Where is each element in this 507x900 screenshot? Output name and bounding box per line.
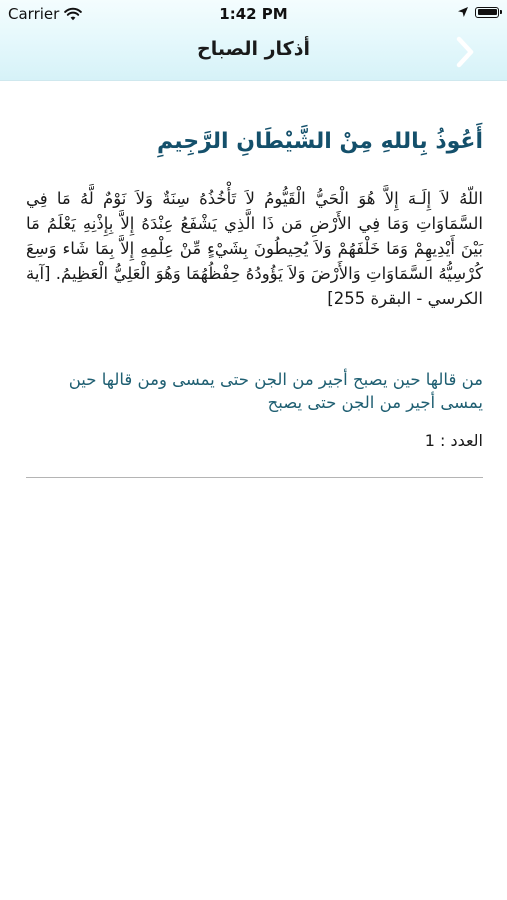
chevron-right-icon bbox=[453, 36, 477, 68]
dhikr-heading: أَعُوذُ بِاللهِ مِنْ الشَّيْطَانِ الرَّجِيمِ bbox=[156, 129, 483, 154]
status-time: 1:42 PM bbox=[219, 5, 288, 23]
back-button[interactable] bbox=[453, 36, 477, 68]
status-indicators bbox=[457, 6, 499, 18]
dhikr-text: اللّهُ لاَ إِلَـهَ إِلاَّ هُوَ الْحَيُّ الْقَيُّومُ لاَ تَأْخُذُهُ سِنَةٌ وَلاَ نَوْمٌ لَّهُ مَا فِي السَّمَاوَاتِ وَمَا فِي الأَرْضِ مَن ذَا الَّذِي يَشْفَعُ عِنْدَهُ إِلاَّ بِإِذْنِهِ يَعْلَمُ مَا بَيْنَ أَيْدِيهِمْ وَمَا خَلْفَهُمْ وَلاَ يُحِيطُونَ بِشَيْءٍ مِّنْ عِلْمِهِ إِلاَّ بِمَا شَاء وَسِعَ كُرْسِيُّهُ السَّمَاوَاتِ وَالأَرْضَ وَلاَ يَؤُودُهُ حِفْظُهُمَا وَهُوَ الْعَلِيُّ الْعَظِيمُ. [آية الكرسي - البقرة 255] bbox=[26, 189, 483, 308]
repeat-count: العدد : 1 bbox=[424, 431, 483, 450]
dhikr-virtue: من قالها حين يصبح أجير من الجن حتى يمسى ومن قالها حين يمسى أجير من الجن حتى يصبح bbox=[68, 370, 483, 412]
divider bbox=[26, 477, 483, 478]
navigation-header bbox=[0, 0, 507, 81]
location-icon bbox=[457, 6, 469, 18]
page-title: أذكار الصباح bbox=[197, 38, 310, 60]
carrier-label: Carrier bbox=[8, 5, 60, 23]
battery-icon bbox=[475, 7, 499, 18]
status-bar bbox=[0, 0, 507, 28]
